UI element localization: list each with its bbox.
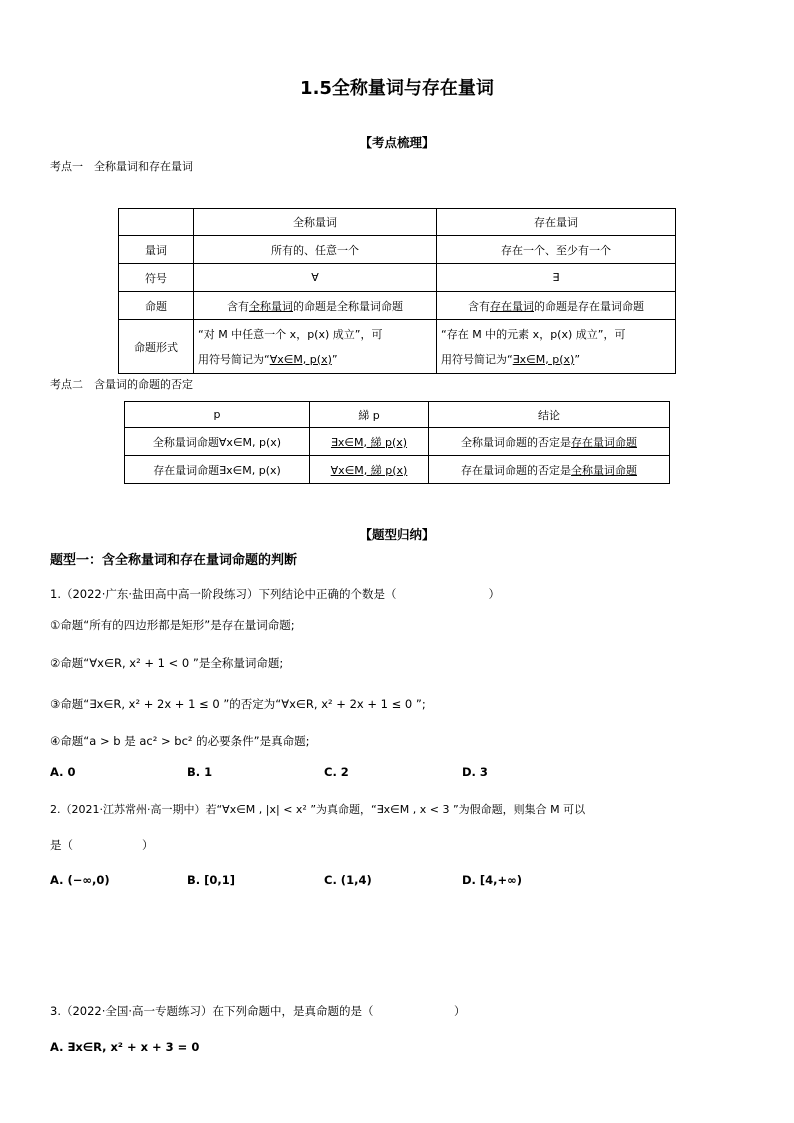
point-one-heading: 考点一 全称量词和存在量词 bbox=[50, 160, 193, 173]
question-3-stem: 3.（2022·全国·高一专题练习）在下列命题中，是真命题的是（ ） bbox=[50, 1004, 466, 1018]
table1-header-existential: 存在量词 bbox=[437, 209, 676, 236]
cell-text: 用符号简记为“ bbox=[198, 352, 270, 366]
cell-text: 的命题是存在量词命题 bbox=[534, 299, 644, 313]
negation-table bbox=[124, 401, 670, 484]
table1-cell bbox=[194, 292, 437, 320]
question-1-statement-3: ③命题“∃x∈R, x² + 2x + 1 ≤ 0 ”的否定为“∀x∈R, x² + 2x + 1 ≤ 0 ”; bbox=[50, 697, 426, 711]
table1-cell bbox=[437, 292, 676, 320]
question-1-option-a: A. 0 bbox=[50, 765, 76, 779]
underlined-term: 全称量词命题 bbox=[571, 463, 637, 477]
question-1-option-d: D. 3 bbox=[462, 765, 488, 779]
table2-header-not-p: 綈 p bbox=[310, 402, 429, 428]
cell-line: “存在 M 中的元素 x，p(x) 成立”，可 bbox=[441, 327, 626, 341]
page-title: 1.5全称量词与存在量词 bbox=[300, 78, 494, 99]
question-1-statement-1: ①命题“所有的四边形都是矩形”是存在量词命题; bbox=[50, 618, 295, 632]
table2-header-p: p bbox=[125, 402, 310, 428]
question-2-option-b: B. [0,1] bbox=[187, 873, 236, 887]
table1-row-label: 命题形式 bbox=[119, 320, 194, 374]
question-1-stem: 1.（2022·广东·盐田高中高一阶段练习）下列结论中正确的个数是（ ） bbox=[50, 587, 501, 601]
underlined-term: 全称量词 bbox=[249, 299, 293, 313]
cell-text: ” bbox=[331, 352, 338, 366]
table1-header-universal: 全称量词 bbox=[194, 209, 437, 236]
table1-cell bbox=[194, 320, 437, 374]
table2-cell bbox=[310, 456, 429, 484]
question-2-option-a: A. (−∞,0) bbox=[50, 873, 110, 887]
table1-row-label: 量词 bbox=[119, 236, 194, 264]
table2-cell bbox=[429, 456, 670, 484]
question-type-heading: 题型一：含全称量词和存在量词命题的判断 bbox=[50, 553, 298, 568]
table1-cell: ∀ bbox=[194, 264, 437, 292]
table2-cell bbox=[429, 428, 670, 456]
question-1-statement-2: ②命题“∀x∈R, x² + 1 < 0 ”是全称量词命题; bbox=[50, 656, 284, 670]
cell-text: 的命题是全称量词命题 bbox=[293, 299, 403, 313]
cell-line: “对 M 中任意一个 x，p(x) 成立”，可 bbox=[198, 327, 383, 341]
underlined-term: ∀x∈M, 綈 p(x) bbox=[330, 463, 408, 477]
quantifier-table bbox=[118, 208, 676, 374]
point-two-heading: 考点二 含量词的命题的否定 bbox=[50, 378, 193, 391]
question-2-option-d: D. [4,+∞) bbox=[462, 873, 523, 887]
question-2-line-1: 2.（2021·江苏常州·高一期中）若“∀x∈M , |x| < x² ”为真命题，“∃x∈M , x < 3 ”为假命题，则集合 M 可以 bbox=[50, 803, 586, 816]
table1-row-label: 符号 bbox=[119, 264, 194, 292]
table1-cell bbox=[437, 320, 676, 374]
underlined-term: ∃x∈M, 綈 p(x) bbox=[330, 435, 408, 449]
cell-text: ” bbox=[574, 352, 581, 366]
section-heading-key-points: 【考点梳理】 bbox=[359, 135, 435, 150]
table1-cell: ∃ bbox=[437, 264, 676, 292]
section-heading-question-types: 【题型归纳】 bbox=[359, 527, 435, 542]
question-2-option-c: C. (1,4) bbox=[324, 873, 372, 887]
cell-text: 全称量词命题的否定是 bbox=[461, 435, 571, 449]
question-1-option-b: B. 1 bbox=[187, 765, 213, 779]
underlined-term: ∀x∈M, p(x) bbox=[269, 352, 332, 366]
underlined-term: 存在量词命题 bbox=[571, 435, 637, 449]
table1-cell: 存在一个、至少有一个 bbox=[437, 236, 676, 264]
cell-text: 用符号简记为“ bbox=[441, 352, 513, 366]
table1-row-label: 命题 bbox=[119, 292, 194, 320]
cell-text: 含有 bbox=[468, 299, 490, 313]
table1-corner bbox=[119, 209, 194, 236]
cell-text: 存在量词命题的否定是 bbox=[461, 463, 571, 477]
question-1-statement-4: ④命题“a > b 是 ac² > bc² 的必要条件”是真命题; bbox=[50, 734, 310, 748]
table2-cell: 全称量词命题∀x∈M, p(x) bbox=[125, 428, 310, 456]
table2-cell: 存在量词命题∃x∈M, p(x) bbox=[125, 456, 310, 484]
table1-cell: 所有的、任意一个 bbox=[194, 236, 437, 264]
cell-text: 含有 bbox=[227, 299, 249, 313]
cell-line bbox=[441, 347, 671, 372]
underlined-term: ∃x∈M, p(x) bbox=[512, 352, 575, 366]
table2-header-conclusion: 结论 bbox=[429, 402, 670, 428]
cell-line bbox=[198, 347, 432, 372]
question-2-line-2: 是（ ） bbox=[50, 838, 154, 852]
underlined-term: 存在量词 bbox=[490, 299, 534, 313]
question-3-option-a: A. ∃x∈R, x² + x + 3 = 0 bbox=[50, 1040, 200, 1054]
table2-cell bbox=[310, 428, 429, 456]
question-1-option-c: C. 2 bbox=[324, 765, 349, 779]
